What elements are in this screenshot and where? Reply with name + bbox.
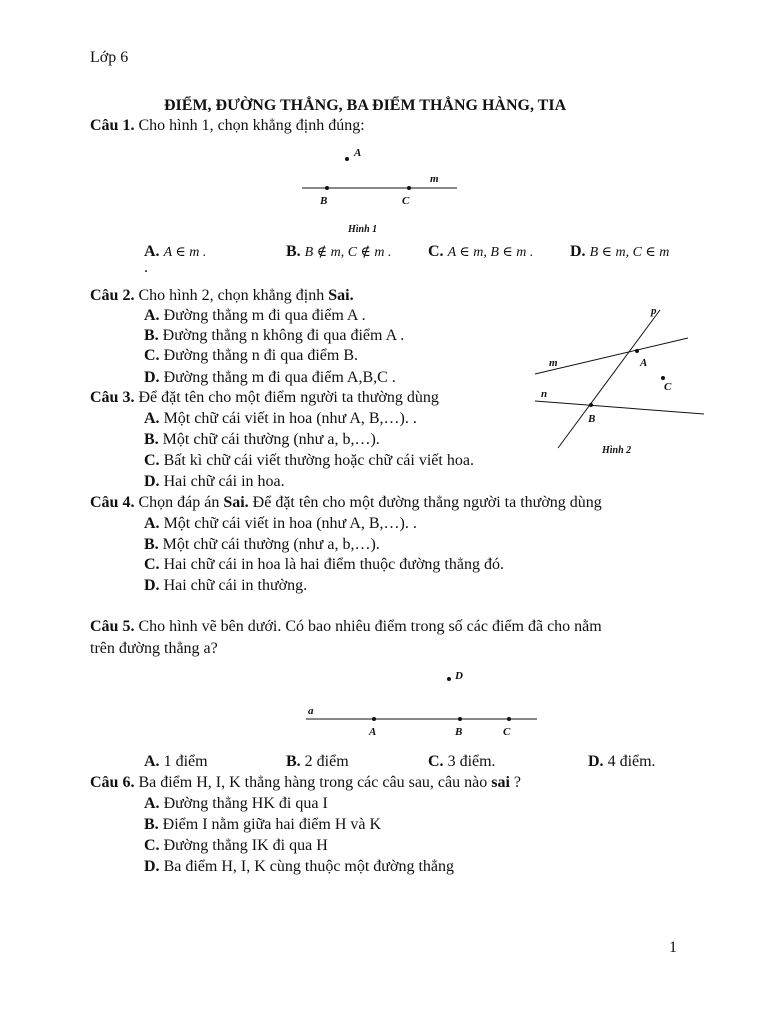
question-label: Câu 2. bbox=[90, 287, 135, 304]
option-label: A. bbox=[144, 307, 160, 324]
question-text: Cho hình vẽ bên dưới. Có bao nhiêu điểm trong số các điểm đã cho nằm bbox=[138, 618, 602, 635]
q3-option-d[interactable] bbox=[144, 472, 285, 492]
label-a: A bbox=[640, 357, 648, 369]
figure-1-caption: Hình 1 bbox=[348, 224, 378, 235]
option-text: Đường thẳng m đi qua điểm A . bbox=[163, 307, 366, 324]
option-text: 3 điểm. bbox=[447, 753, 496, 770]
option-text: Đường thẳng n đi qua điểm B. bbox=[163, 347, 359, 364]
option-label: A. bbox=[144, 795, 160, 812]
question-3 bbox=[90, 388, 439, 408]
question-label: Câu 4. bbox=[90, 494, 135, 511]
grade-label: Lớp 6 bbox=[90, 49, 129, 66]
point-b bbox=[589, 403, 593, 407]
option-label: C. bbox=[144, 347, 160, 364]
figure-1 bbox=[290, 140, 470, 240]
question-1 bbox=[90, 116, 365, 136]
q5-option-d[interactable] bbox=[588, 752, 656, 772]
question-label: Câu 3. bbox=[90, 389, 135, 406]
question-label: Câu 5. bbox=[90, 618, 135, 635]
page-title: ĐIỂM, ĐƯỜNG THẲNG, BA ĐIỂM THẲNG HÀNG, TIA bbox=[164, 97, 567, 114]
q2-option-c[interactable] bbox=[144, 346, 358, 366]
question-label: Câu 6. bbox=[90, 774, 135, 791]
page-number: 1 bbox=[669, 939, 677, 956]
point-b bbox=[325, 186, 329, 190]
question-text-post: ? bbox=[513, 774, 521, 791]
question-5-line-2: trên đường thẳng a? bbox=[90, 640, 218, 657]
q6-option-b[interactable] bbox=[144, 815, 381, 835]
label-c: C bbox=[503, 726, 511, 738]
option-label: D. bbox=[570, 243, 586, 260]
question-5 bbox=[90, 617, 602, 637]
option-label: D. bbox=[144, 858, 160, 875]
q1-option-a[interactable] bbox=[144, 242, 206, 263]
question-text-post: Để đặt tên cho một đường thẳng người ta thường dùng bbox=[252, 494, 602, 511]
option-text: B ∈ m, C ∈ m bbox=[589, 245, 670, 260]
option-label: A. bbox=[144, 410, 160, 427]
q3-option-b[interactable] bbox=[144, 430, 380, 450]
point-c bbox=[407, 186, 411, 190]
option-text: Hai chữ cái in hoa. bbox=[163, 473, 285, 490]
option-label: A. bbox=[144, 243, 160, 260]
option-text: Ba điểm H, I, K cùng thuộc một đường thẳng bbox=[163, 858, 454, 875]
option-label: C. bbox=[144, 556, 160, 573]
q1-option-c[interactable] bbox=[428, 242, 533, 263]
option-label: B. bbox=[144, 816, 159, 833]
option-label: A. bbox=[144, 753, 160, 770]
label-b: B bbox=[455, 726, 463, 738]
option-text: 1 điểm bbox=[163, 753, 208, 770]
q6-option-d[interactable] bbox=[144, 857, 454, 877]
option-label: B. bbox=[286, 243, 301, 260]
label-b: B bbox=[588, 413, 596, 425]
option-label: C. bbox=[144, 452, 160, 469]
q6-option-c[interactable] bbox=[144, 836, 328, 856]
figure-3 bbox=[300, 660, 545, 745]
option-text: Đường thẳng n không đi qua điểm A . bbox=[162, 327, 405, 344]
question-text: Cho hình 1, chọn khẳng định đúng: bbox=[138, 117, 365, 134]
option-text: Điểm I nằm giữa hai điểm H và K bbox=[162, 816, 382, 833]
q1-option-d[interactable] bbox=[570, 242, 669, 263]
question-text: Ba điểm H, I, K thẳng hàng trong các câu sau, câu nào bbox=[138, 774, 488, 791]
question-text: Chọn đáp án bbox=[138, 494, 220, 511]
q4-option-b[interactable] bbox=[144, 535, 380, 555]
option-text: Một chữ cái thường (như a, b,…). bbox=[162, 536, 380, 553]
option-label: A. bbox=[144, 515, 160, 532]
label-d: D bbox=[455, 670, 463, 682]
point-a bbox=[372, 717, 376, 721]
label-a: A bbox=[369, 726, 377, 738]
question-emphasis: sai bbox=[491, 774, 510, 791]
point-d bbox=[447, 677, 451, 681]
question-emphasis: Sai. bbox=[223, 494, 249, 511]
option-label: C. bbox=[428, 243, 444, 260]
option-text: Đường thẳng IK đi qua H bbox=[163, 837, 328, 854]
label-m: m bbox=[430, 173, 439, 185]
option-text: Một chữ cái thường (như a, b,…). bbox=[162, 431, 380, 448]
option-text: Hai chữ cái in thường. bbox=[163, 577, 308, 594]
label-a-line: a bbox=[308, 705, 314, 717]
q5-option-a[interactable] bbox=[144, 752, 208, 772]
q2-option-a[interactable] bbox=[144, 306, 366, 326]
point-c bbox=[507, 717, 511, 721]
label-b: B bbox=[320, 195, 328, 207]
q4-option-c[interactable] bbox=[144, 555, 504, 575]
option-label: D. bbox=[144, 577, 160, 594]
label-c: C bbox=[664, 381, 672, 393]
option-text: Bất kì chữ cái viết thường hoặc chữ cái viết hoa. bbox=[163, 452, 474, 469]
point-b bbox=[458, 717, 462, 721]
q4-option-d[interactable] bbox=[144, 576, 307, 596]
option-label: B. bbox=[144, 536, 159, 553]
option-label: D. bbox=[588, 753, 604, 770]
question-text: Để đặt tên cho một điểm người ta thường dùng bbox=[138, 389, 439, 406]
option-label: B. bbox=[144, 431, 159, 448]
label-m: m bbox=[549, 357, 558, 369]
option-text: Hai chữ cái in hoa là hai điểm thuộc đường thẳng đó. bbox=[163, 556, 504, 573]
q1-option-b[interactable] bbox=[286, 242, 392, 263]
option-text: Đường thẳng m đi qua điểm A,B,C . bbox=[163, 369, 396, 386]
question-text: Cho hình 2, chọn khẳng định bbox=[138, 287, 325, 304]
question-4 bbox=[90, 493, 602, 513]
q6-option-a[interactable] bbox=[144, 794, 328, 814]
option-label: B. bbox=[144, 327, 159, 344]
option-text: Một chữ cái viết in hoa (như A, B,…). . bbox=[163, 410, 417, 427]
question-label: Câu 1. bbox=[90, 117, 135, 134]
question-emphasis: Sai. bbox=[328, 287, 354, 304]
option-text: B ∉ m, C ∉ m . bbox=[304, 245, 392, 260]
label-p: p bbox=[651, 305, 657, 317]
question-2 bbox=[90, 286, 354, 306]
q3-option-a[interactable] bbox=[144, 409, 417, 429]
option-text: A ∈ m, B ∈ m . bbox=[447, 245, 534, 260]
label-a: A bbox=[354, 147, 362, 159]
option-text: 4 điểm. bbox=[607, 753, 656, 770]
option-text: Đường thẳng HK đi qua I bbox=[163, 795, 328, 812]
line-p bbox=[558, 310, 660, 448]
point-a bbox=[345, 157, 349, 161]
line-m bbox=[535, 338, 688, 374]
option-label: C. bbox=[428, 753, 444, 770]
q1-trailing: . bbox=[144, 259, 148, 276]
option-label: D. bbox=[144, 369, 160, 386]
q2-option-d[interactable] bbox=[144, 368, 396, 388]
option-label: D. bbox=[144, 473, 160, 490]
figure-2-caption: Hình 2 bbox=[602, 445, 632, 456]
q5-option-c[interactable] bbox=[428, 752, 496, 772]
label-n: n bbox=[541, 388, 548, 400]
q5-option-b[interactable] bbox=[286, 752, 349, 772]
option-label: B. bbox=[286, 753, 301, 770]
question-6 bbox=[90, 773, 521, 793]
point-a bbox=[635, 349, 639, 353]
option-label: C. bbox=[144, 837, 160, 854]
point-c bbox=[661, 376, 665, 380]
figure-2 bbox=[530, 300, 710, 465]
q4-option-a[interactable] bbox=[144, 514, 417, 534]
option-text: 2 điểm bbox=[304, 753, 349, 770]
label-c: C bbox=[402, 195, 410, 207]
q2-option-b[interactable] bbox=[144, 326, 404, 346]
option-text: A ∈ m . bbox=[163, 245, 207, 260]
line-n bbox=[535, 401, 704, 414]
option-text: Một chữ cái viết in hoa (như A, B,…). . bbox=[163, 515, 417, 532]
q3-option-c[interactable] bbox=[144, 451, 474, 471]
